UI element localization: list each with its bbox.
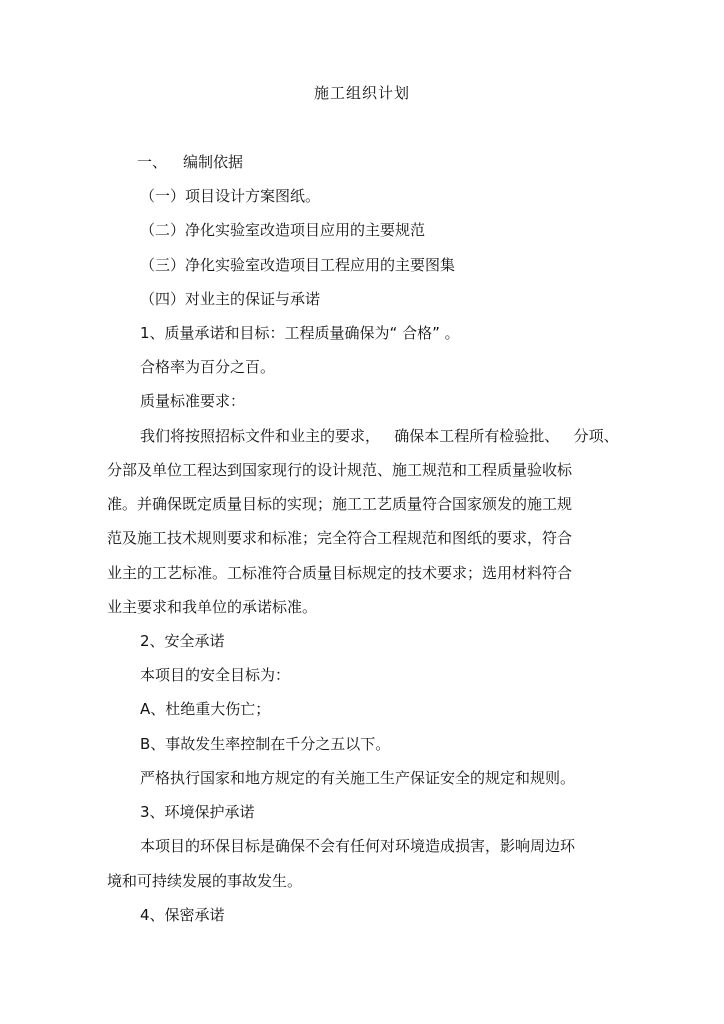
safety-heading: 2、安全承诺 (140, 632, 225, 650)
quality-paragraph-line: 业主的工艺标准。工标准符合质量目标规定的技术要求；选用材料符合 (107, 564, 573, 582)
quality-paragraph-line: 分部及单位工程达到国家现行的设计规范、施工规范和工程质量验收标 (107, 461, 573, 479)
section-number: 一、 (137, 153, 168, 171)
quality-paragraph-line: 我们将按照招标文件和业主的要求， 确保本工程所有检验批、 分项、 (140, 427, 619, 445)
basis-item-1: （一）项目设计方案图纸。 (140, 187, 321, 205)
basis-item-3: （三）净化实验室改造项目工程应用的主要图集 (140, 256, 456, 274)
quality-standard-label: 质量标准要求： (140, 392, 246, 410)
quality-commitment: 1、质量承诺和目标：工程质量确保为“ 合格” 。 (140, 324, 460, 342)
quality-paragraph-line: 范及施工技术规则要求和标准；完全符合工程规范和图纸的要求，符合 (107, 529, 573, 547)
safety-target-a: A、杜绝重大伤亡； (140, 700, 271, 718)
basis-item-4: （四）对业主的保证与承诺 (140, 290, 321, 308)
safety-target-label: 本项目的安全目标为： (140, 666, 291, 684)
pass-rate: 合格率为百分之百。 (140, 358, 276, 376)
confidentiality-heading: 4、保密承诺 (140, 906, 225, 924)
safety-regulation: 严格执行国家和地方规定的有关施工生产保证安全的规定和规则。 (140, 769, 576, 787)
quality-paragraph-line: 准。并确保既定质量目标的实现；施工工艺质量符合国家颁发的施工规 (107, 495, 573, 513)
safety-target-b: B、事故发生率控制在千分之五以下。 (140, 735, 391, 753)
section-heading-text: 编制依据 (183, 153, 244, 171)
quality-paragraph-line: 业主要求和我单位的承诺标准。 (107, 598, 318, 616)
section-heading (137, 152, 243, 172)
page-title: 施工组织计划 (313, 84, 410, 102)
environment-heading: 3、环境保护承诺 (140, 803, 255, 821)
environment-paragraph-line: 境和可持续发展的事故发生。 (107, 872, 303, 890)
environment-paragraph-line: 本项目的环保目标是确保不会有任何对环境造成损害，影响周边环 (140, 837, 576, 855)
basis-item-2: （二）净化实验室改造项目应用的主要规范 (140, 221, 426, 239)
